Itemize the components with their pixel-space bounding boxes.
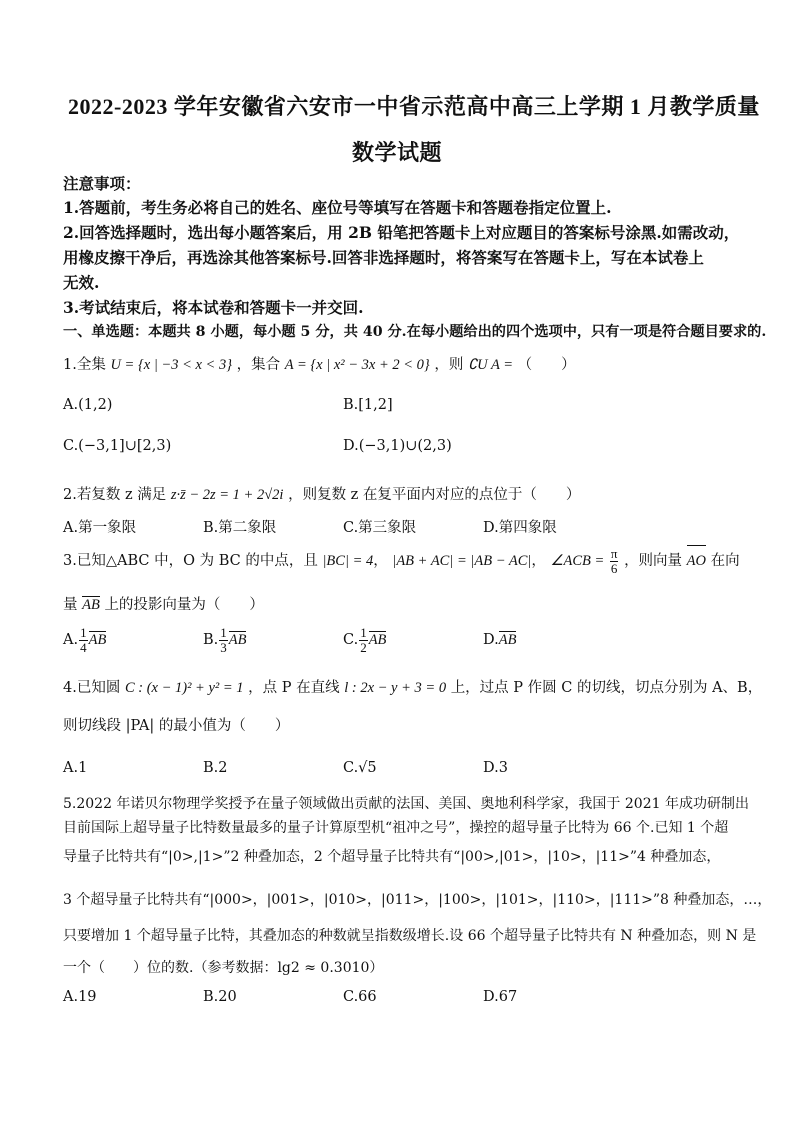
q3-vector-ab: AB [82,597,100,613]
q5-option-c: C.66 [343,989,377,1005]
q3-angle: ∠ACB = [550,553,605,569]
q2-equation: z·z̄ − 2z = 1 + 2√2i [170,487,284,503]
question-4-line-2: 则切线段 |PA| 的最小值为（ ） [63,718,290,734]
q1-set-a: A = {x | x² − 3x + 2 < 0} [284,357,430,373]
note-1: 1.答题前，考生务必将自己的姓名、座位号等填写在答题卡和答题卷指定位置上. [63,198,612,217]
q3-condition-sum: |AB + AC| = |AB − AC| [392,553,532,569]
q1-tail: ，则 [434,357,464,373]
q4-option-b: B.2 [203,760,228,776]
q1-option-a: A.(1,2) [63,397,113,413]
q5-option-a: A.19 [63,989,97,1005]
question-5-line-4: 3 个超导量子比特共有“|000>，|001>，|010>，|011>，|100>，|101>，|110>，|111>”8 种叠加态，…， [63,892,772,908]
q5-option-d: D.67 [483,989,518,1005]
section-heading: 一、单选题：本题共 8 小题，每小题 5 分，共 40 分.在每小题给出的四个选项中，只有一项是符合题目要求的. [63,324,767,340]
page-subtitle: 数学试题 [352,140,443,165]
q1-paren: （ ） [517,357,576,373]
q2-tail: ，则复数 z 在复平面内对应的点位于（ ） [288,487,581,503]
q2-option-d: D.第四象限 [483,520,557,536]
q3-prefix: 3.已知△ABC 中，O 为 BC 的中点，且 [63,553,318,569]
q2-prefix: 2.若复数 z 满足 [63,487,167,503]
q3-option-c: C. $\frac{1}{2}$ AB [343,625,387,655]
q4-circle: C : (x − 1)² + y² = 1 [124,680,244,696]
q3-tail: ，则向量 [624,553,683,569]
q4-line: l : 2x − y + 3 = 0 [344,680,447,696]
q2-option-a: A.第一象限 [63,520,137,536]
q3-angle-fraction: $\frac{\pi}{6}$ [610,545,618,576]
question-3: 3.已知△ABC 中，O 为 BC 的中点，且 |BC| = 4， |AB + AC| = |AB − AC|， ∠ACB = $\frac{\pi}{6}$ ，则向量 AO 在向 [63,545,740,576]
page-title: 2022-2023 学年安徽省六安市一中省示范高中高三上学期 1 月教学质量 [68,94,760,119]
notes-heading: 注意事项： [63,174,141,193]
q3-line2-b: 上的投影向量为（ ） [104,597,264,613]
question-5-line-1: 5.2022 年诺贝尔物理学奖授予在量子领域做出贡献的法国、美国、奥地利科学家，我国于 2021 年成功研制出 [63,796,749,812]
q3-vector-ao: AO [687,546,706,576]
question-2 [63,483,580,504]
q1-option-b: B.[1,2] [343,397,393,413]
q1-option-c: C.(−3,1]∪[2,3) [63,438,172,454]
question-5-line-3: 导量子比特共有“|0>,|1>”2 种叠加态，2 个超导量子比特共有“|00>,|01>，|10>，|11>”4 种叠加态， [63,849,721,865]
note-3: 3.考试结束后，将本试卷和答题卡一并交回. [63,298,364,317]
q4-option-c: C.√5 [343,760,377,776]
q3-option-a: A. $\frac{1}{4}$ AB [63,625,107,655]
question-5-line-2: 目前国际上超导量子比特数量最多的量子计算原型机“祖冲之号”，操控的超导量子比特为 66 个.已知 1 个超 [63,820,729,836]
question-1 [63,353,576,374]
q1-option-d: D.(−3,1)∪(2,3) [343,438,452,454]
q4-prefix: 4.已知圆 [63,680,121,696]
note-2-line-3: 无效. [63,273,100,292]
q4-option-a: A.1 [63,760,88,776]
q1-mid: ，集合 [236,357,281,373]
q3-option-d: D.AB [483,632,517,648]
note-2-line-1: 2.回答选择题时，选出每小题答案后，用 2B 铅笔把答题卡上对应题目的答案标号涂黑.如需改动， [63,223,740,242]
question-5-line-6: 一个（ ）位的数.（参考数据：lg2 ≈ 0.3010） [63,960,384,976]
q5-option-b: B.20 [203,989,237,1005]
question-3-line-2 [63,593,264,614]
q1-set-u: U = {x | −3 < x < 3} [110,357,233,373]
q4-option-d: D.3 [483,760,508,776]
q1-prefix: 1.全集 [63,357,106,373]
q3-line2-a: 量 [63,597,78,613]
q1-complement: ∁U A = [467,357,514,373]
q4-tail: 上，过点 P 作圆 C 的切线，切点分别为 A、B， [450,680,763,696]
note-2-line-2: 用橡皮擦干净后，再选涂其他答案标号.回答非选择题时，将答案写在答题卡上，写在本试卷上 [63,248,704,267]
q2-option-c: C.第三象限 [343,520,417,536]
question-5-line-5: 只要增加 1 个超导量子比特，其叠加态的种数就呈指数级增长.设 66 个超导量子比特共有 N 种叠加态，则 N 是 [63,928,757,944]
q3-condition-bc: |BC| = 4 [322,553,374,569]
q4-mid: ，点 P 在直线 [248,680,340,696]
q3-option-b: B. $\frac{1}{3}$ AB [203,625,247,655]
q2-option-b: B.第二象限 [203,520,277,536]
question-4 [63,676,762,697]
q3-tail-2: 在向 [710,553,740,569]
